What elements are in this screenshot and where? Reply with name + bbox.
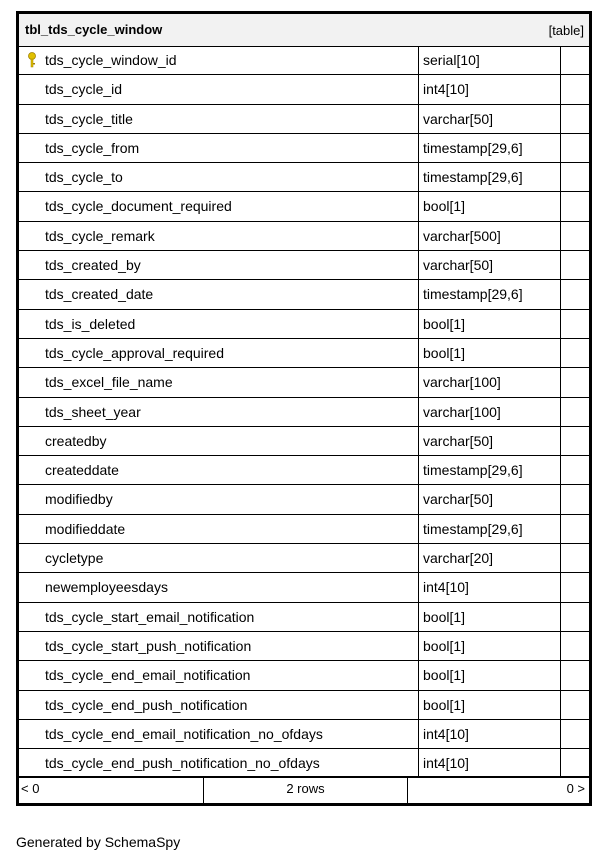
column-name[interactable]: newemployeesdays (19, 573, 419, 601)
table-row (19, 427, 589, 456)
table-row (19, 573, 589, 602)
table-row (19, 251, 589, 280)
generated-by-note: Generated by SchemaSpy (16, 834, 181, 850)
table-row (19, 368, 589, 397)
column-name[interactable]: tds_cycle_from (19, 134, 419, 162)
table-row (19, 632, 589, 661)
column-type: int4[10] (419, 749, 561, 777)
column-type: timestamp[29,6] (419, 280, 561, 308)
children-count: < 0 (19, 777, 204, 803)
column-name[interactable]: tds_cycle_window_id (19, 46, 419, 74)
column-type: varchar[100] (419, 398, 561, 426)
table-row (19, 720, 589, 749)
row-count: 2 rows (204, 777, 408, 803)
column-type: bool[1] (419, 603, 561, 631)
table-row (19, 339, 589, 368)
table-row (19, 134, 589, 163)
column-type: timestamp[29,6] (419, 515, 561, 543)
column-type: timestamp[29,6] (419, 163, 561, 191)
column-name[interactable]: tds_created_date (19, 280, 419, 308)
column-name[interactable]: tds_cycle_remark (19, 222, 419, 250)
column-type: bool[1] (419, 310, 561, 338)
table-row (19, 544, 589, 573)
table-row (19, 192, 589, 221)
column-name[interactable]: createddate (19, 456, 419, 484)
column-type: varchar[100] (419, 368, 561, 396)
table-row (19, 603, 589, 632)
column-type: varchar[50] (419, 251, 561, 279)
column-type: varchar[20] (419, 544, 561, 572)
table-footer (19, 776, 589, 803)
table-row (19, 485, 589, 514)
table-row (19, 310, 589, 339)
column-type: bool[1] (419, 632, 561, 660)
table-header (19, 14, 589, 47)
column-name[interactable]: tds_sheet_year (19, 398, 419, 426)
table-row (19, 163, 589, 192)
table-row (19, 398, 589, 427)
column-name[interactable]: tds_is_deleted (19, 310, 419, 338)
column-type: timestamp[29,6] (419, 134, 561, 162)
column-name[interactable]: tds_cycle_document_required (19, 192, 419, 220)
table-row (19, 661, 589, 690)
table-kind: [table] (548, 23, 584, 38)
column-type: int4[10] (419, 720, 561, 748)
table-row (19, 222, 589, 251)
column-name[interactable]: tds_cycle_end_email_notification_no_ofdays (19, 720, 419, 748)
table-name[interactable]: tbl_tds_cycle_window (25, 22, 163, 37)
column-type: timestamp[29,6] (419, 456, 561, 484)
parents-count: 0 > (566, 781, 585, 796)
column-type: bool[1] (419, 691, 561, 719)
column-type: bool[1] (419, 661, 561, 689)
table-entity (16, 11, 592, 806)
column-name[interactable]: modifiedby (19, 485, 419, 513)
column-name[interactable]: tds_cycle_to (19, 163, 419, 191)
column-type: serial[10] (419, 46, 561, 74)
table-row (19, 46, 589, 75)
table-row (19, 515, 589, 544)
column-name[interactable]: tds_cycle_start_push_notification (19, 632, 419, 660)
table-row (19, 280, 589, 309)
column-type: int4[10] (419, 573, 561, 601)
column-name[interactable]: tds_cycle_title (19, 105, 419, 133)
column-type: int4[10] (419, 75, 561, 103)
column-list (19, 46, 589, 778)
column-type: varchar[50] (419, 105, 561, 133)
column-name[interactable]: tds_cycle_end_push_notification_no_ofdays (19, 749, 419, 777)
column-name[interactable]: tds_cycle_id (19, 75, 419, 103)
column-type: varchar[500] (419, 222, 561, 250)
column-name[interactable]: createdby (19, 427, 419, 455)
column-name[interactable]: tds_cycle_start_email_notification (19, 603, 419, 631)
column-type: varchar[50] (419, 485, 561, 513)
table-row (19, 456, 589, 485)
table-row (19, 75, 589, 104)
table-row (19, 105, 589, 134)
column-name[interactable]: tds_cycle_end_push_notification (19, 691, 419, 719)
column-name[interactable]: modifieddate (19, 515, 419, 543)
column-name[interactable]: cycletype (19, 544, 419, 572)
column-name[interactable]: tds_created_by (19, 251, 419, 279)
column-type: bool[1] (419, 339, 561, 367)
column-name[interactable]: tds_cycle_approval_required (19, 339, 419, 367)
table-row (19, 691, 589, 720)
table-row (19, 749, 589, 778)
column-type: varchar[50] (419, 427, 561, 455)
column-type: bool[1] (419, 192, 561, 220)
column-name[interactable]: tds_cycle_end_email_notification (19, 661, 419, 689)
column-name[interactable]: tds_excel_file_name (19, 368, 419, 396)
